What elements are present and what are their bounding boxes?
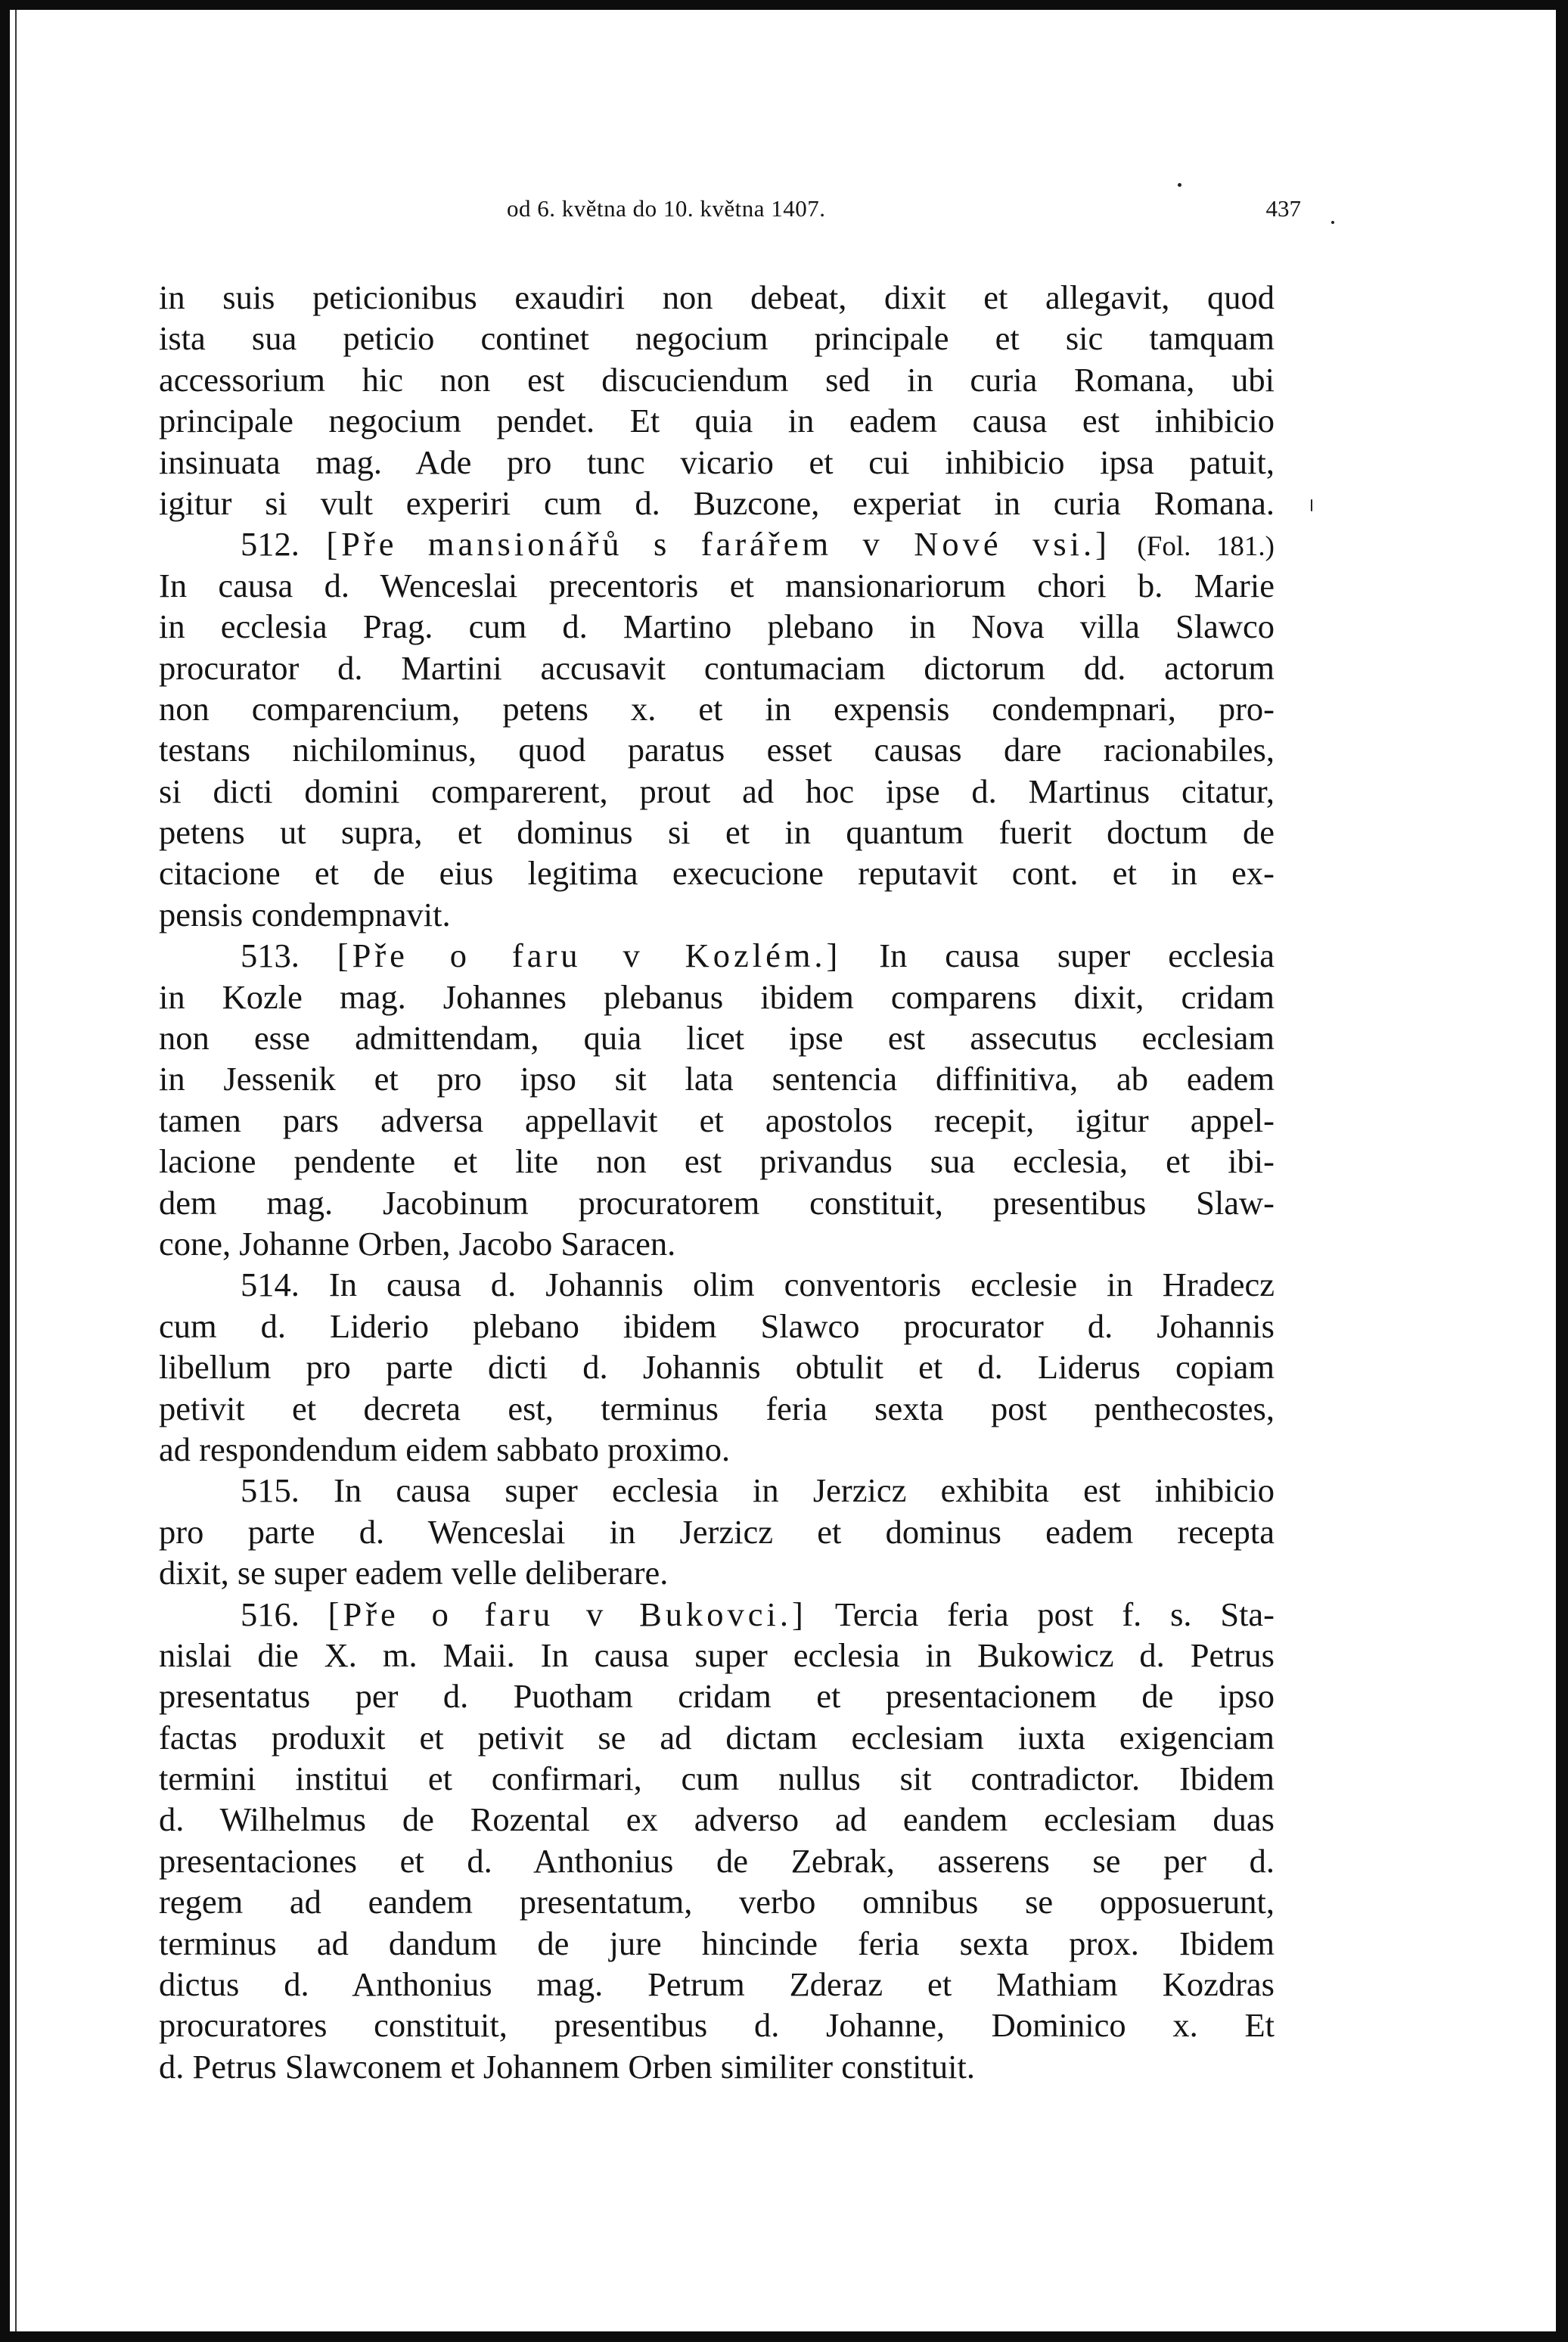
text-line: si dicti domini comparerent, prout ad hoc ipse d. Martinus citatur, — [159, 772, 1275, 810]
text-line: terminus ad dandum de jure hincinde feria sexta prox. Ibidem — [159, 1924, 1275, 1962]
text-line: insinuata mag. Ade pro tunc vicario et cui inhibicio ipsa patuit, — [159, 443, 1275, 481]
entry-513-heading-line — [159, 935, 1275, 976]
scan-border-right — [1556, 0, 1568, 2342]
scan-speck — [1178, 183, 1181, 187]
text-line: d. Wilhelmus de Rozental ex adverso ad eandem ecclesiam duas — [159, 1800, 1275, 1839]
text-line: dictus d. Anthonius mag. Petrum Zderaz et Mathiam Kozdras — [159, 1965, 1275, 2004]
scan-border-bottom — [0, 2331, 1568, 2342]
text-line: citacione et de eius legitima execucione reputavit cont. et in ex- — [159, 854, 1275, 893]
text-line: pro parte d. Wenceslai in Jerzicz et dominus eadem recepta — [159, 1512, 1275, 1551]
entry-514-first-line: 514. In causa d. Johannis olim conventoris ecclesie in Hradecz — [241, 1266, 1275, 1304]
text-line: nislai die X. m. Maii. In causa super ecclesia in Bukowicz d. Petrus — [159, 1635, 1275, 1674]
entry-515-first-line: 515. In causa super ecclesia in Jerzicz exhibita est inhibicio — [241, 1471, 1275, 1510]
text-line: pensis condempnavit. — [159, 895, 451, 933]
entry-text: In causa super ecclesia — [879, 936, 1275, 975]
text-line: lacione pendente et lite non est privandus sua ecclesia, et ibi- — [159, 1142, 1275, 1181]
entry-title: [Pře o faru v Bukovci.] — [328, 1595, 807, 1633]
text-line: in Kozle mag. Johannes plebanus ibidem comparens dixit, cridam — [159, 977, 1275, 1016]
text-line: non comparencium, petens x. et in expensis condempnari, pro- — [159, 689, 1275, 728]
text-line: in Jessenik et pro ipso sit lata sentencia diffinitiva, ab eadem — [159, 1060, 1275, 1098]
entry-title: [Pře mansionářů s farářem v Nové vsi.] — [326, 525, 1110, 564]
text-line: non esse admittendam, quia licet ipse est assecutus ecclesiam — [159, 1019, 1275, 1058]
entry-text: Tercia feria post f. s. Sta- — [834, 1595, 1275, 1633]
page-number: 437 — [1265, 195, 1301, 222]
text-line: procurator d. Martini accusavit contumaciam dictorum dd. actorum — [159, 648, 1275, 687]
text-line: presentatus per d. Puotham cridam et presentacionem de ipso — [159, 1677, 1275, 1716]
text-line: tamen pars adversa appellavit et apostolos recepit, igitur appel- — [159, 1101, 1275, 1139]
entry-512-heading-line — [159, 523, 1275, 564]
text-line: principale negocium pendet. Et quia in eadem causa est inhibicio — [159, 402, 1275, 440]
text-line: ad respondendum eidem sabbato proximo. — [159, 1430, 731, 1468]
text-line: igitur si vult experiri cum d. Buzcone, experiat in curia Romana. — [159, 483, 1275, 522]
entry-number: 513. — [241, 936, 300, 975]
running-title: od 6. května do 10. května 1407. — [507, 195, 826, 222]
entry-number: 516. — [241, 1595, 300, 1633]
text-line: in suis peticionibus exaudiri non debeat, dixit et allegavit, quod — [159, 278, 1275, 316]
text-line: presentaciones et d. Anthonius de Zebrak, asserens se per d. — [159, 1841, 1275, 1880]
scan-inner-rule — [15, 10, 17, 2331]
text-line: termini institui et confirmari, cum nullus sit contradictor. Ibidem — [159, 1760, 1275, 1798]
entry-number: 512. — [241, 525, 300, 564]
page-header — [151, 195, 1301, 225]
text-line: dixit, se super eadem velle deliberare. — [159, 1554, 669, 1592]
text-line: in ecclesia Prag. cum d. Martino plebano in Nova villa Slawco — [159, 607, 1275, 646]
text-line: petivit et decreta est, terminus feria sexta post penthecostes, — [159, 1389, 1275, 1427]
scan-speck — [1311, 499, 1312, 511]
folio-reference: (Fol. 181.) — [1137, 531, 1275, 563]
scan-border-left — [0, 0, 10, 2342]
text-line: accessorium hic non est discuciendum sed in curia Romana, ubi — [159, 360, 1275, 399]
text-line: cone, Johanne Orben, Jacobo Saracen. — [159, 1224, 676, 1263]
entry-516-heading-line — [159, 1594, 1275, 1635]
text-line: regem ad eandem presentatum, verbo omnibus se opposuerunt, — [159, 1883, 1275, 1921]
text-line: procuratores constituit, presentibus d. Johanne, Dominico x. Et — [159, 2006, 1275, 2045]
entry-title: [Pře o faru v Kozlém.] — [337, 936, 842, 975]
text-line: ista sua peticio continet negocium principale et sic tamquam — [159, 319, 1275, 358]
text-line: petens ut supra, et dominus si et in quantum fuerit doctum de — [159, 813, 1275, 852]
text-line: d. Petrus Slawconem et Johannem Orben similiter constituit. — [159, 2047, 975, 2086]
scan-speck — [1331, 221, 1334, 224]
text-line: testans nichilominus, quod paratus esset causas dare racionabiles, — [159, 731, 1275, 769]
text-line: factas produxit et petivit se ad dictam ecclesiam iuxta exigenciam — [159, 1718, 1275, 1756]
text-line: libellum pro parte dicti d. Johannis obtulit et d. Liderus copiam — [159, 1348, 1275, 1387]
text-line: cum d. Liderio plebano ibidem Slawco procurator d. Johannis — [159, 1306, 1275, 1345]
scan-border-top — [0, 0, 1568, 10]
text-line: dem mag. Jacobinum procuratorem constituit, presentibus Slaw- — [159, 1183, 1275, 1222]
body-text — [159, 277, 1275, 2087]
text-line: In causa d. Wenceslai precentoris et mansionariorum chori b. Marie — [159, 566, 1275, 604]
